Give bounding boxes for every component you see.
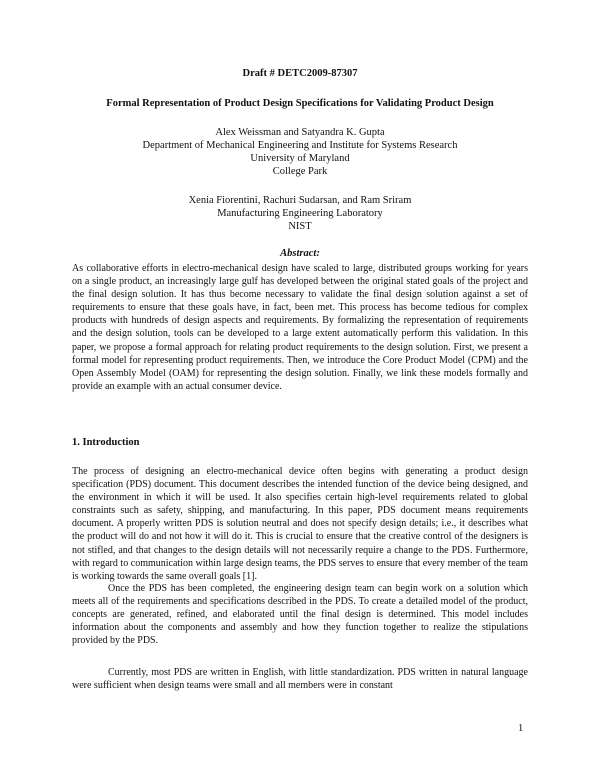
author-names-1: Alex Weissman and Satyandra K. Gupta	[215, 127, 385, 138]
draft-id: Draft # DETC2009-87307	[242, 68, 358, 79]
intro-paragraph-2: Once the PDS has been completed, the engineering design team can begin work on a solution which meets all of the requirements and specifications described in the PDS. To create a detailed model of the product, concepts are generated, refined, and elaborated until the final design is determined. This model includes information about the components and assembly and how they function together to realize the stipulations provided by the PDS.	[72, 583, 528, 647]
author-block-2	[0, 194, 600, 233]
author-names-2: Xenia Fiorentini, Rachuri Sudarsan, and Ram Sriram	[188, 195, 412, 206]
section-heading-introduction: 1. Introduction	[72, 437, 140, 448]
author-department: Department of Mechanical Engineering and Institute for Systems Research	[142, 140, 458, 151]
abstract-text: As collaborative efforts in electro-mechanical design have scaled to large, distributed groups working for years on a single product, an increasingly large gulf has developed between the original stated goals of the project and the final design solution. It has thus become necessary to validate the final design solution against a set of requirements to ensure that these goals have, in fact, been met. This process has become tedious for complex products with hundreds of design aspects and requirements. By formalizing the representation of requirements and the design solution, tools can be developed to a large extent automatically perform this validation. In this paper, we propose a formal approach for relating product requirements to the design solution. First, we present a formal model for representing product requirements. Then, we introduce the Core Product Model (CPM) and the Open Assembly Model (OAM) for representing the design solution. Finally, we link these models formally and provide an example with an actual consumer device.	[72, 263, 528, 392]
author-block-1	[0, 126, 600, 178]
author-org: NIST	[288, 221, 312, 232]
abstract-heading: Abstract:	[280, 248, 320, 259]
intro-paragraph-1: The process of designing an electro-mechanical device often begins with generating a product design specification (PDS) document. This document describes the intended function of the device being designed, and the environment in which it will be used. It also specifies certain high-level requirements related to global constraints such as safety, shipping, and manufacturing. In this paper, PDS document means requirements document. A properly written PDS is solution neutral and does not specify design details; i.e., it describes what the product will do and not how it will do it. This is crucial to ensure that the creative control of the designers is not stifled, and that changes to the design details will not necessarily require a change to the PDS. Furthermore, with regard to communication within large design teams, the PDS serves to ensure that every member of the team is working towards the same overall goals [1].	[72, 466, 528, 582]
author-lab: Manufacturing Engineering Laboratory	[217, 208, 383, 219]
author-location: College Park	[272, 166, 328, 177]
page-number: 1	[518, 723, 524, 734]
paper-title: Formal Representation of Product Design Specifications for Validating Product Design	[106, 98, 494, 109]
intro-paragraph-3: Currently, most PDS are written in English, with little standardization. PDS written in natural language were sufficient when design teams were small and all members were in constant	[72, 667, 528, 692]
author-university: University of Maryland	[250, 153, 350, 164]
